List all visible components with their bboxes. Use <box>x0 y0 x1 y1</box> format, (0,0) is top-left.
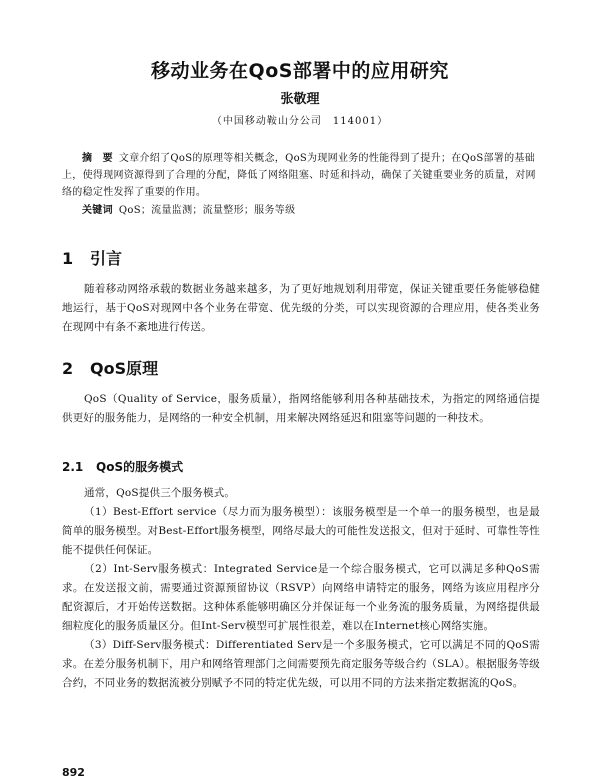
abstract-block <box>62 150 540 219</box>
subsection-number: 2.1 <box>62 460 84 474</box>
section-heading-1 <box>62 246 122 269</box>
section-number: 2 <box>62 359 74 378</box>
keywords-text: QoS；流量监测；流量整形；服务等级 <box>118 205 296 216</box>
subsection-title: QoS的服务模式 <box>96 460 184 474</box>
author-name: 张敬理 <box>280 92 320 107</box>
section-2-body <box>62 390 540 428</box>
author-affiliation: （中国移动鞍山分公司 114001） <box>211 116 389 127</box>
paper-title: 移动业务在QoS部署中的应用研究 <box>151 60 449 82</box>
paragraph: 通常，QoS提供三个服务模式。 <box>84 487 236 499</box>
keywords-label: 关键词 <box>82 205 113 216</box>
page-number: 892 <box>62 766 85 779</box>
subsection-body <box>62 484 540 693</box>
section-title: QoS原理 <box>90 359 159 378</box>
paragraph: QoS（Quality of Service，服务质量），指网络能够利用各种基础技术，为指定的网络通信提供更好的服务能力，是网络的一种安全机制，用来解决网络延迟和阻塞等问题的一种技术。 <box>62 393 540 424</box>
section-1-body <box>62 280 540 337</box>
paragraph: （3）Diff-Serv服务模式：Differentiated Serv是一个多服务模式，它可以满足不同的QoS需求。在差分服务机制下，用户和网络管理部门之间需要预先商定服务等级合约（SLA）。根据服务等级合约，不同业务的数据流被分别赋予不同的特定优先级，可以用不同的方法来指定数据流的QoS。 <box>62 639 540 689</box>
paragraph: 随着移动网络承载的数据业务越来越多，为了更好地规划利用带宽，保证关键重要任务能够稳健地运行，基于QoS对现网中各个业务在带宽、优先级的分类，可以实现资源的合理应用，使各类业务在现网中有条不紊地进行传送。 <box>62 283 540 333</box>
keywords <box>62 202 540 219</box>
abstract <box>62 150 540 201</box>
section-title: 引言 <box>90 249 123 268</box>
paragraph: （2）Int-Serv服务模式：Integrated Service是一个综合服务模式，它可以满足多种QoS需求。在发送报文前，需要通过资源预留协议（RSVP）向网络申请特定的服务，网络为该应用程序分配资源后，才开始传送数据。这种体系能够明确区分并保证每一个业务流的服务质量，为网络提供最细粒度化的服务质量区分。但Int-Serv模型可扩展性很差，难以在Internet核心网络实施。 <box>62 563 540 632</box>
section-number: 1 <box>62 249 74 268</box>
abstract-text: 文章介绍了QoS的原理等相关概念，QoS为现网业务的性能得到了提升；在QoS部署的基础上，使得现网资源得到了合理的分配，降低了网络阻塞、时延和抖动，确保了关键重要业务的质量，对网络的稳定性发挥了重要的作用。 <box>62 153 536 198</box>
paragraph: （1）Best-Effort service（尽力而为服务模型）：该服务模型是一个单一的服务模型，也是最简单的服务模型。对Best-Effort服务模型，网络尽最大的可能性发送报文，但对于延时、可靠性等性能不提供任何保证。 <box>62 506 540 556</box>
section-heading-2 <box>62 356 158 379</box>
subsection-heading <box>62 458 183 475</box>
abstract-label: 摘 要 <box>82 153 113 164</box>
